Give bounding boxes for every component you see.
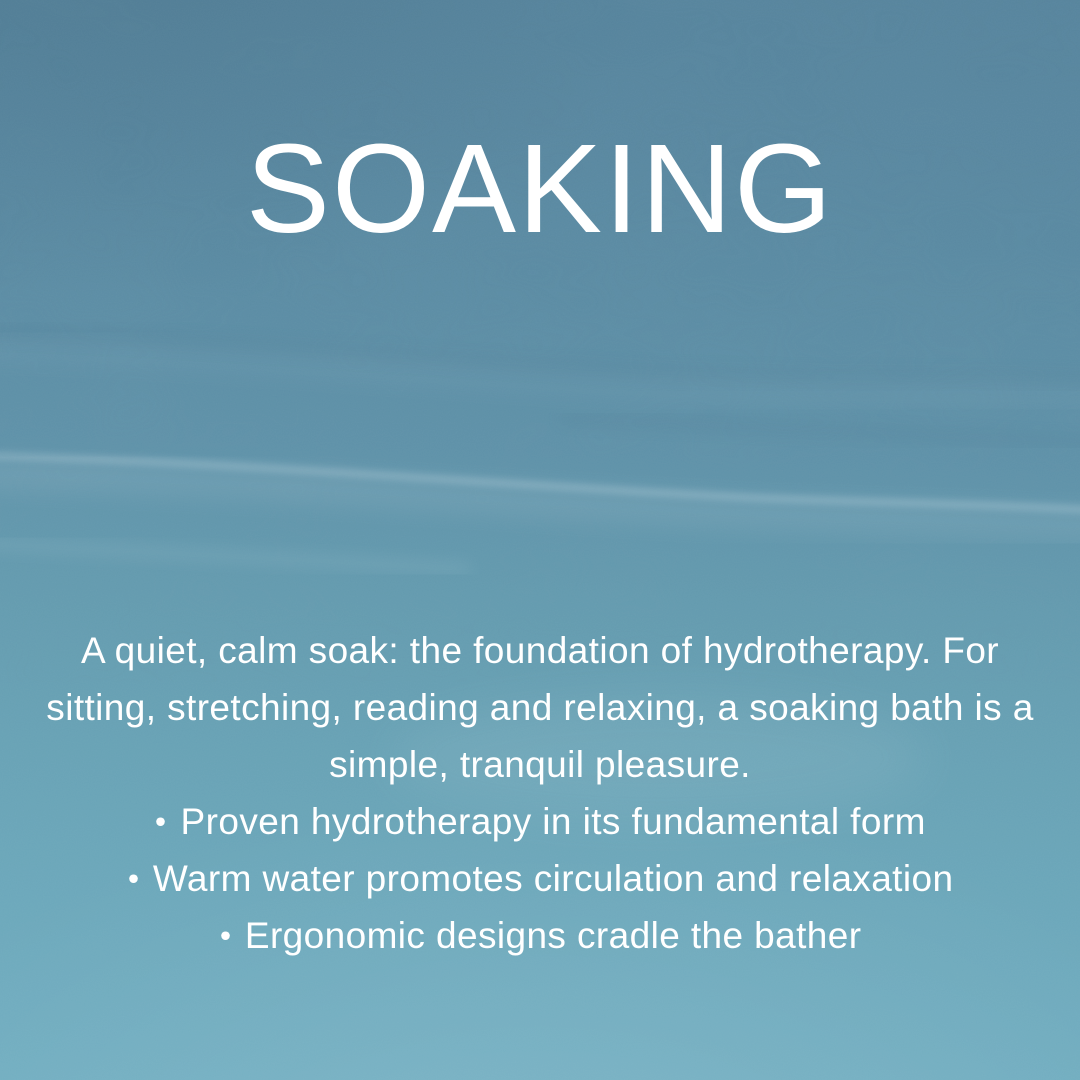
bullet-icon: • <box>155 804 167 839</box>
description-block <box>0 622 1080 964</box>
page-title: SOAKING <box>245 118 835 259</box>
bullet-text-2: Warm water promotes circulation and relaxation <box>152 858 954 899</box>
bullet-text-3: Ergonomic designs cradle the bather <box>244 915 862 956</box>
bullet-item-2 <box>0 850 1080 907</box>
bullet-text-1: Proven hydrotherapy in its fundamental form <box>180 801 926 842</box>
bullet-item-3 <box>0 907 1080 964</box>
paragraph-line-3: simple, tranquil pleasure. <box>329 744 751 785</box>
paragraph-line-2: sitting, stretching, reading and relaxing, a soaking bath is a <box>46 687 1034 728</box>
bullet-icon: • <box>127 861 139 896</box>
paragraph-line-1: A quiet, calm soak: the foundation of hydrotherapy. For <box>80 630 1000 671</box>
bullet-item-1 <box>0 793 1080 850</box>
bullet-icon: • <box>219 918 231 953</box>
